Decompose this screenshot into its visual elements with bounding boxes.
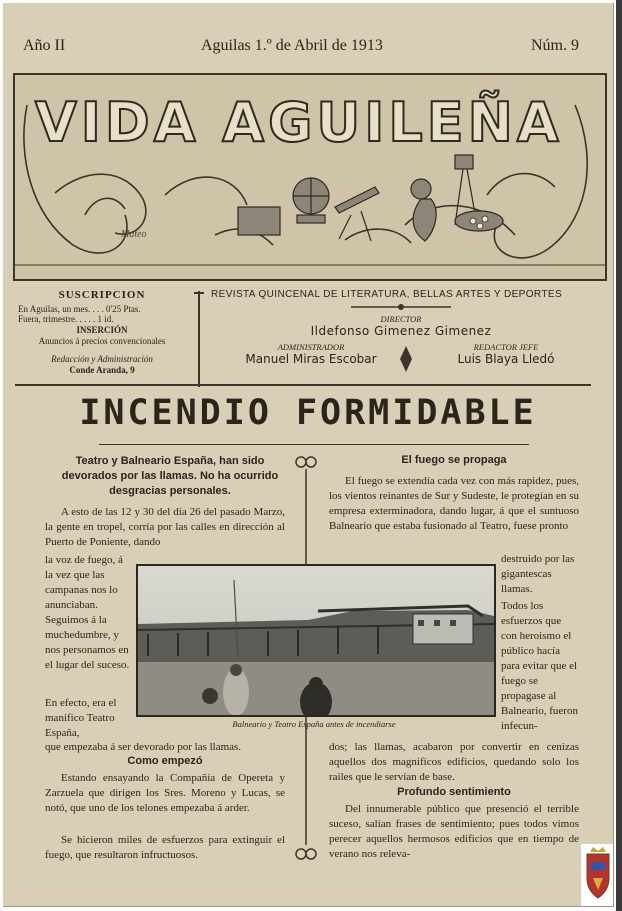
left-paragraph-2: En efecto, era el manifico Teatro España, <box>45 697 117 739</box>
ornament-drawing-icon <box>15 75 605 279</box>
redaction-label: Redacción y Administración <box>51 354 153 364</box>
right-paragraph-2: Todos los esfuerzos que con heroismo el público hacía para evitar que el fuego se propagase al Balneario, fueron infecun- <box>501 600 578 732</box>
headline: INCENDIO FORMIDABLE <box>79 393 537 433</box>
artist-signature: Mateo <box>121 229 147 240</box>
right-subhead-1: El fuego se propaga <box>401 454 507 466</box>
director-name: Ildefonso Gimenez Gimenez <box>310 324 492 338</box>
right-paragraph-1: El fuego se extendía cada vez con más rapidez, pues, los vientos reinantes de Sur y Sudeste, le protegían en su empresa exterminadora, dando lugar, á que el suntuoso Balneario que estaba fusionado al Teatro, fuese pronto <box>329 475 579 532</box>
issue-number: Núm. 9 <box>531 37 579 54</box>
issue-year: Año II <box>23 37 66 54</box>
photo-caption: Balneario y Teatro España antes de incendiarse <box>232 719 396 729</box>
left-paragraph-1: A esto de las 12 y 30 del día 26 del pasado Marzo, la gente en tropel, corría por las calles en dirección al Puerto de Poniente, dando <box>45 506 285 548</box>
admin-name: Manuel Miras Escobar <box>245 352 377 366</box>
right-paragraph-3: Del innumerable público que presenció el terrible suceso, salían frases de sentimiento; pues todos vimos perecer aquellos hermosos edificios que en tiempo de verano nos releva- <box>329 803 579 860</box>
scan-edge <box>616 0 622 911</box>
right-subhead-2: Profundo sentimiento <box>397 786 511 798</box>
divider-ornament-icon <box>211 302 591 312</box>
left-paragraph-2-cont: que empezaba á ser devorado por las llamas. <box>45 741 242 753</box>
redaction-address: Conde Aranda, 9 <box>69 365 135 375</box>
left-paragraph-4: Se hicieron miles de esfuerzos para extinguir el fuego, que resultaron infructuosos. <box>45 834 285 861</box>
headline-rule <box>99 444 529 445</box>
masthead-title: VIDA AGUILEÑA <box>35 91 563 154</box>
subtitle: REVISTA QUINCENAL DE LITERATURA, BELLAS ARTES Y DEPORTES <box>211 289 563 300</box>
lead-text: Teatro y Balneario España, han sido devorados por las llamas. No ha ocurrido desgracias personales. <box>61 455 279 497</box>
subscription-title: SUSCRIPCION <box>58 289 146 301</box>
header-rule <box>15 384 591 386</box>
director-label: DIRECTOR <box>380 314 422 324</box>
subscription-line-local: En Aguilas, un mes. . . . 0'25 Ptas. <box>18 304 141 314</box>
newspaper-page <box>3 3 614 907</box>
separator-diamond-icon <box>400 346 412 372</box>
date-place: Aguilas 1.º de Abril de 1913 <box>201 37 383 54</box>
vertical-ornament-icon <box>191 291 207 387</box>
chief-label: REDACTOR JEFE <box>473 342 539 352</box>
right-paragraph-2-cont: dos; las llamas, acabaron por convertir en cenizas aquellos dos magnificos edificios, quedando solo los railes que le servían de base. <box>329 741 579 783</box>
balneario-photo <box>136 564 496 717</box>
insertion-title: INSERCIÓN <box>76 325 128 335</box>
insertion-text: Anuncios á precios convencionales <box>38 336 166 346</box>
library-seal-icon <box>581 844 614 906</box>
subscription-box <box>18 289 186 375</box>
masthead-info <box>211 289 591 376</box>
chief-name: Luis Blaya Lledó <box>457 352 555 366</box>
admin-label: ADMINISTRADOR <box>277 342 345 352</box>
left-paragraph-1-cont: la voz de fuego, á la vez que las campanas nos lo anunciaban. Seguimos á la muchedumbre, y nos personamos en el lugar del suceso. <box>45 554 130 671</box>
building-photo-icon <box>138 566 494 715</box>
masthead-illustration <box>13 73 607 281</box>
right-paragraph-1-cont: destruido por las gigantescas llamas. <box>501 553 575 595</box>
left-subhead: Como empezó <box>127 755 203 767</box>
left-paragraph-3: Estando ensayando la Compañía de Opereta y Zarzuela que dirigen los Sres. Moreno y Lucas, se notó, que uno de los telones empezaba á arder. <box>45 772 285 814</box>
subscription-line-outside: Fuera, trimestre. . . . . 1 id. <box>18 314 114 324</box>
